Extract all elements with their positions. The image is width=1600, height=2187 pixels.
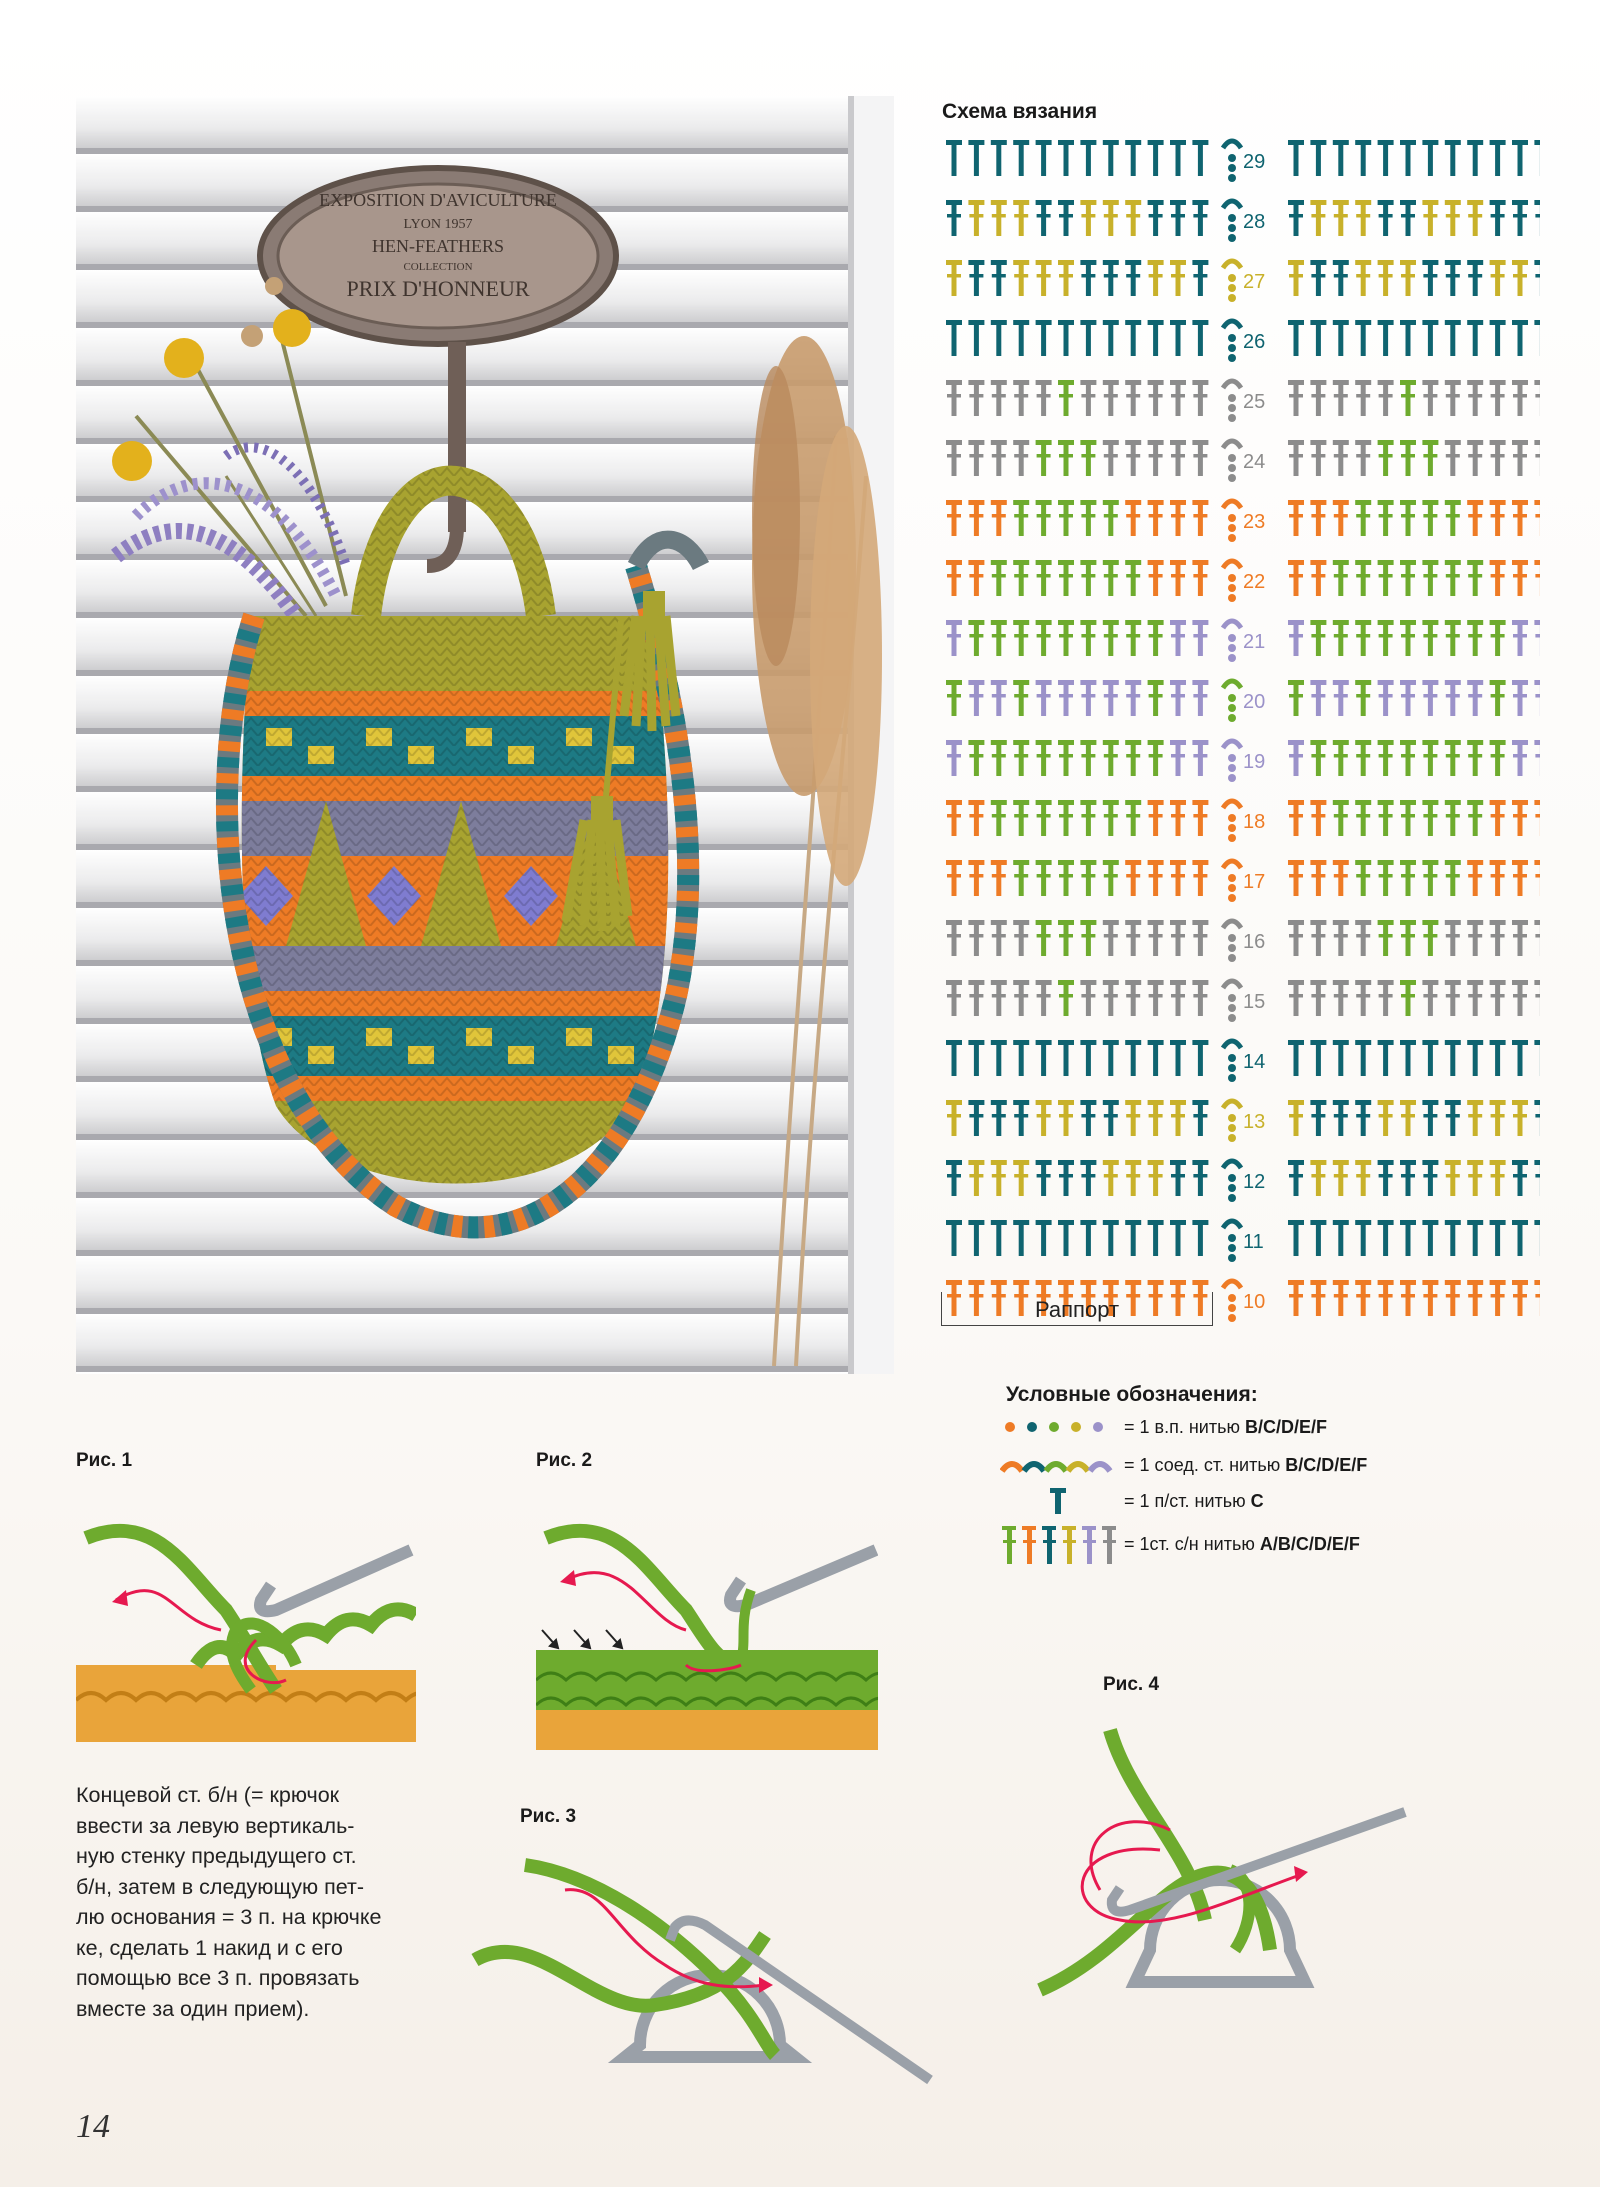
chart-row-number: 21 [1243, 631, 1266, 653]
fig4-illustration [1030, 1720, 1410, 2045]
chart-row-number: 12 [1243, 1171, 1266, 1193]
caption-line: вместе за один прием). [76, 1996, 310, 2021]
rapport-label: Раппорт [1034, 1297, 1120, 1322]
caption-line: помощью все 3 п. провязать [76, 1966, 360, 1990]
plaque-text-5: PRIX D'HONNEUR [346, 276, 530, 301]
legend-row-hdc [1000, 1484, 1264, 1518]
page-number: 14 [76, 2108, 110, 2145]
slip-stitch-arcs-icon [1000, 1455, 1124, 1475]
fig1-illustration [76, 1490, 416, 1745]
chart-row-number: 23 [1243, 511, 1266, 533]
chart-row-25 [946, 380, 1540, 422]
chart-row-number: 29 [1243, 151, 1266, 173]
chart-row-17 [946, 860, 1540, 902]
chart-row-number: 22 [1243, 571, 1266, 593]
chart-row-19 [946, 740, 1540, 782]
chart-row-23 [946, 500, 1540, 542]
chart-row-number: 14 [1243, 1051, 1266, 1073]
chart-row-number: 19 [1243, 751, 1266, 773]
fig4-label: Рис. 4 [1103, 1674, 1160, 1695]
caption-line: б/н, затем в следующую пет- [76, 1874, 365, 1899]
caption [76, 1780, 456, 2024]
chart-row-28 [946, 200, 1540, 242]
chart-row-number: 24 [1243, 451, 1266, 473]
chart-row-13 [946, 1100, 1540, 1142]
legend-text-hdc: = 1 п/ст. нитью C [1124, 1490, 1264, 1511]
chart-row-number: 26 [1243, 331, 1266, 353]
single-crochet-icons [1000, 1522, 1124, 1566]
chart-row-number: 17 [1243, 871, 1266, 893]
legend-row-chain [1000, 1410, 1327, 1444]
chart-row-22 [946, 560, 1540, 602]
legend-text-chain: = 1 в.п. нитью B/C/D/E/F [1124, 1416, 1327, 1437]
caption-line: лю основания = 3 п. на крючке [76, 1905, 382, 1929]
plaque-text-3: HEN-FEATHERS [371, 236, 505, 256]
legend-text-sc: = 1ст. с/н нитью A/B/C/D/E/F [1124, 1533, 1360, 1554]
chart-row-18 [946, 800, 1540, 842]
plaque-text-4: COLLECTION [403, 261, 473, 273]
chart-row-20 [946, 680, 1540, 722]
plaque [260, 168, 616, 344]
legend-title: Условные обозначения: [1006, 1383, 1258, 1406]
fig3-label: Рис. 3 [520, 1806, 577, 1827]
fig1-label: Рис. 1 [76, 1450, 133, 1471]
fig2-label: Рис. 2 [536, 1450, 593, 1471]
chart-row-number: 18 [1243, 811, 1266, 833]
chart-row-16 [946, 920, 1540, 962]
chart-row-number: 20 [1243, 691, 1266, 713]
knitting-chart [940, 130, 1540, 1330]
plaque-text-2: LYON 1957 [403, 217, 473, 232]
chart-row-number: 16 [1243, 931, 1266, 953]
fig2-illustration [536, 1490, 878, 1755]
chart-title: Схема вязания [942, 100, 1098, 123]
chart-row-number: 25 [1243, 391, 1266, 413]
chart-row-number: 11 [1243, 1231, 1264, 1253]
chart-row-26 [946, 320, 1540, 362]
chart-row-15 [946, 980, 1540, 1022]
plaque-text-1: EXPOSITION D'AVICULTURE [319, 190, 557, 210]
bag-photo [76, 96, 894, 1374]
chart-row-number: 15 [1243, 991, 1266, 1013]
chart-row-12 [946, 1160, 1540, 1202]
chart-row-number: 10 [1243, 1291, 1266, 1313]
caption-line: ке, сделать 1 накид и с его [76, 1935, 343, 1960]
chain-dots-icon [1000, 1417, 1124, 1437]
chart-row-14 [946, 1040, 1540, 1082]
chart-row-29 [946, 140, 1540, 182]
legend-row-sc [1000, 1522, 1360, 1566]
half-double-crochet-icon [1000, 1484, 1124, 1518]
chart-row-number: 28 [1243, 211, 1266, 233]
chart-row-21 [946, 620, 1540, 662]
caption-line: ввести за левую вертикаль- [76, 1813, 355, 1838]
chart-row-27 [946, 260, 1540, 302]
caption-line: Концевой ст. б/н (= крючок [76, 1783, 340, 1807]
chart-row-11 [946, 1220, 1540, 1262]
fig3-illustration [465, 1845, 945, 2095]
chart-row-number: 27 [1243, 271, 1266, 293]
legend-row-slip [1000, 1448, 1367, 1482]
chart-row-24 [946, 440, 1540, 482]
caption-line: ную стенку предыдущего ст. [76, 1844, 357, 1868]
legend-text-slip: = 1 соед. ст. нитью B/C/D/E/F [1124, 1454, 1368, 1475]
chart-row-number: 13 [1243, 1111, 1266, 1133]
